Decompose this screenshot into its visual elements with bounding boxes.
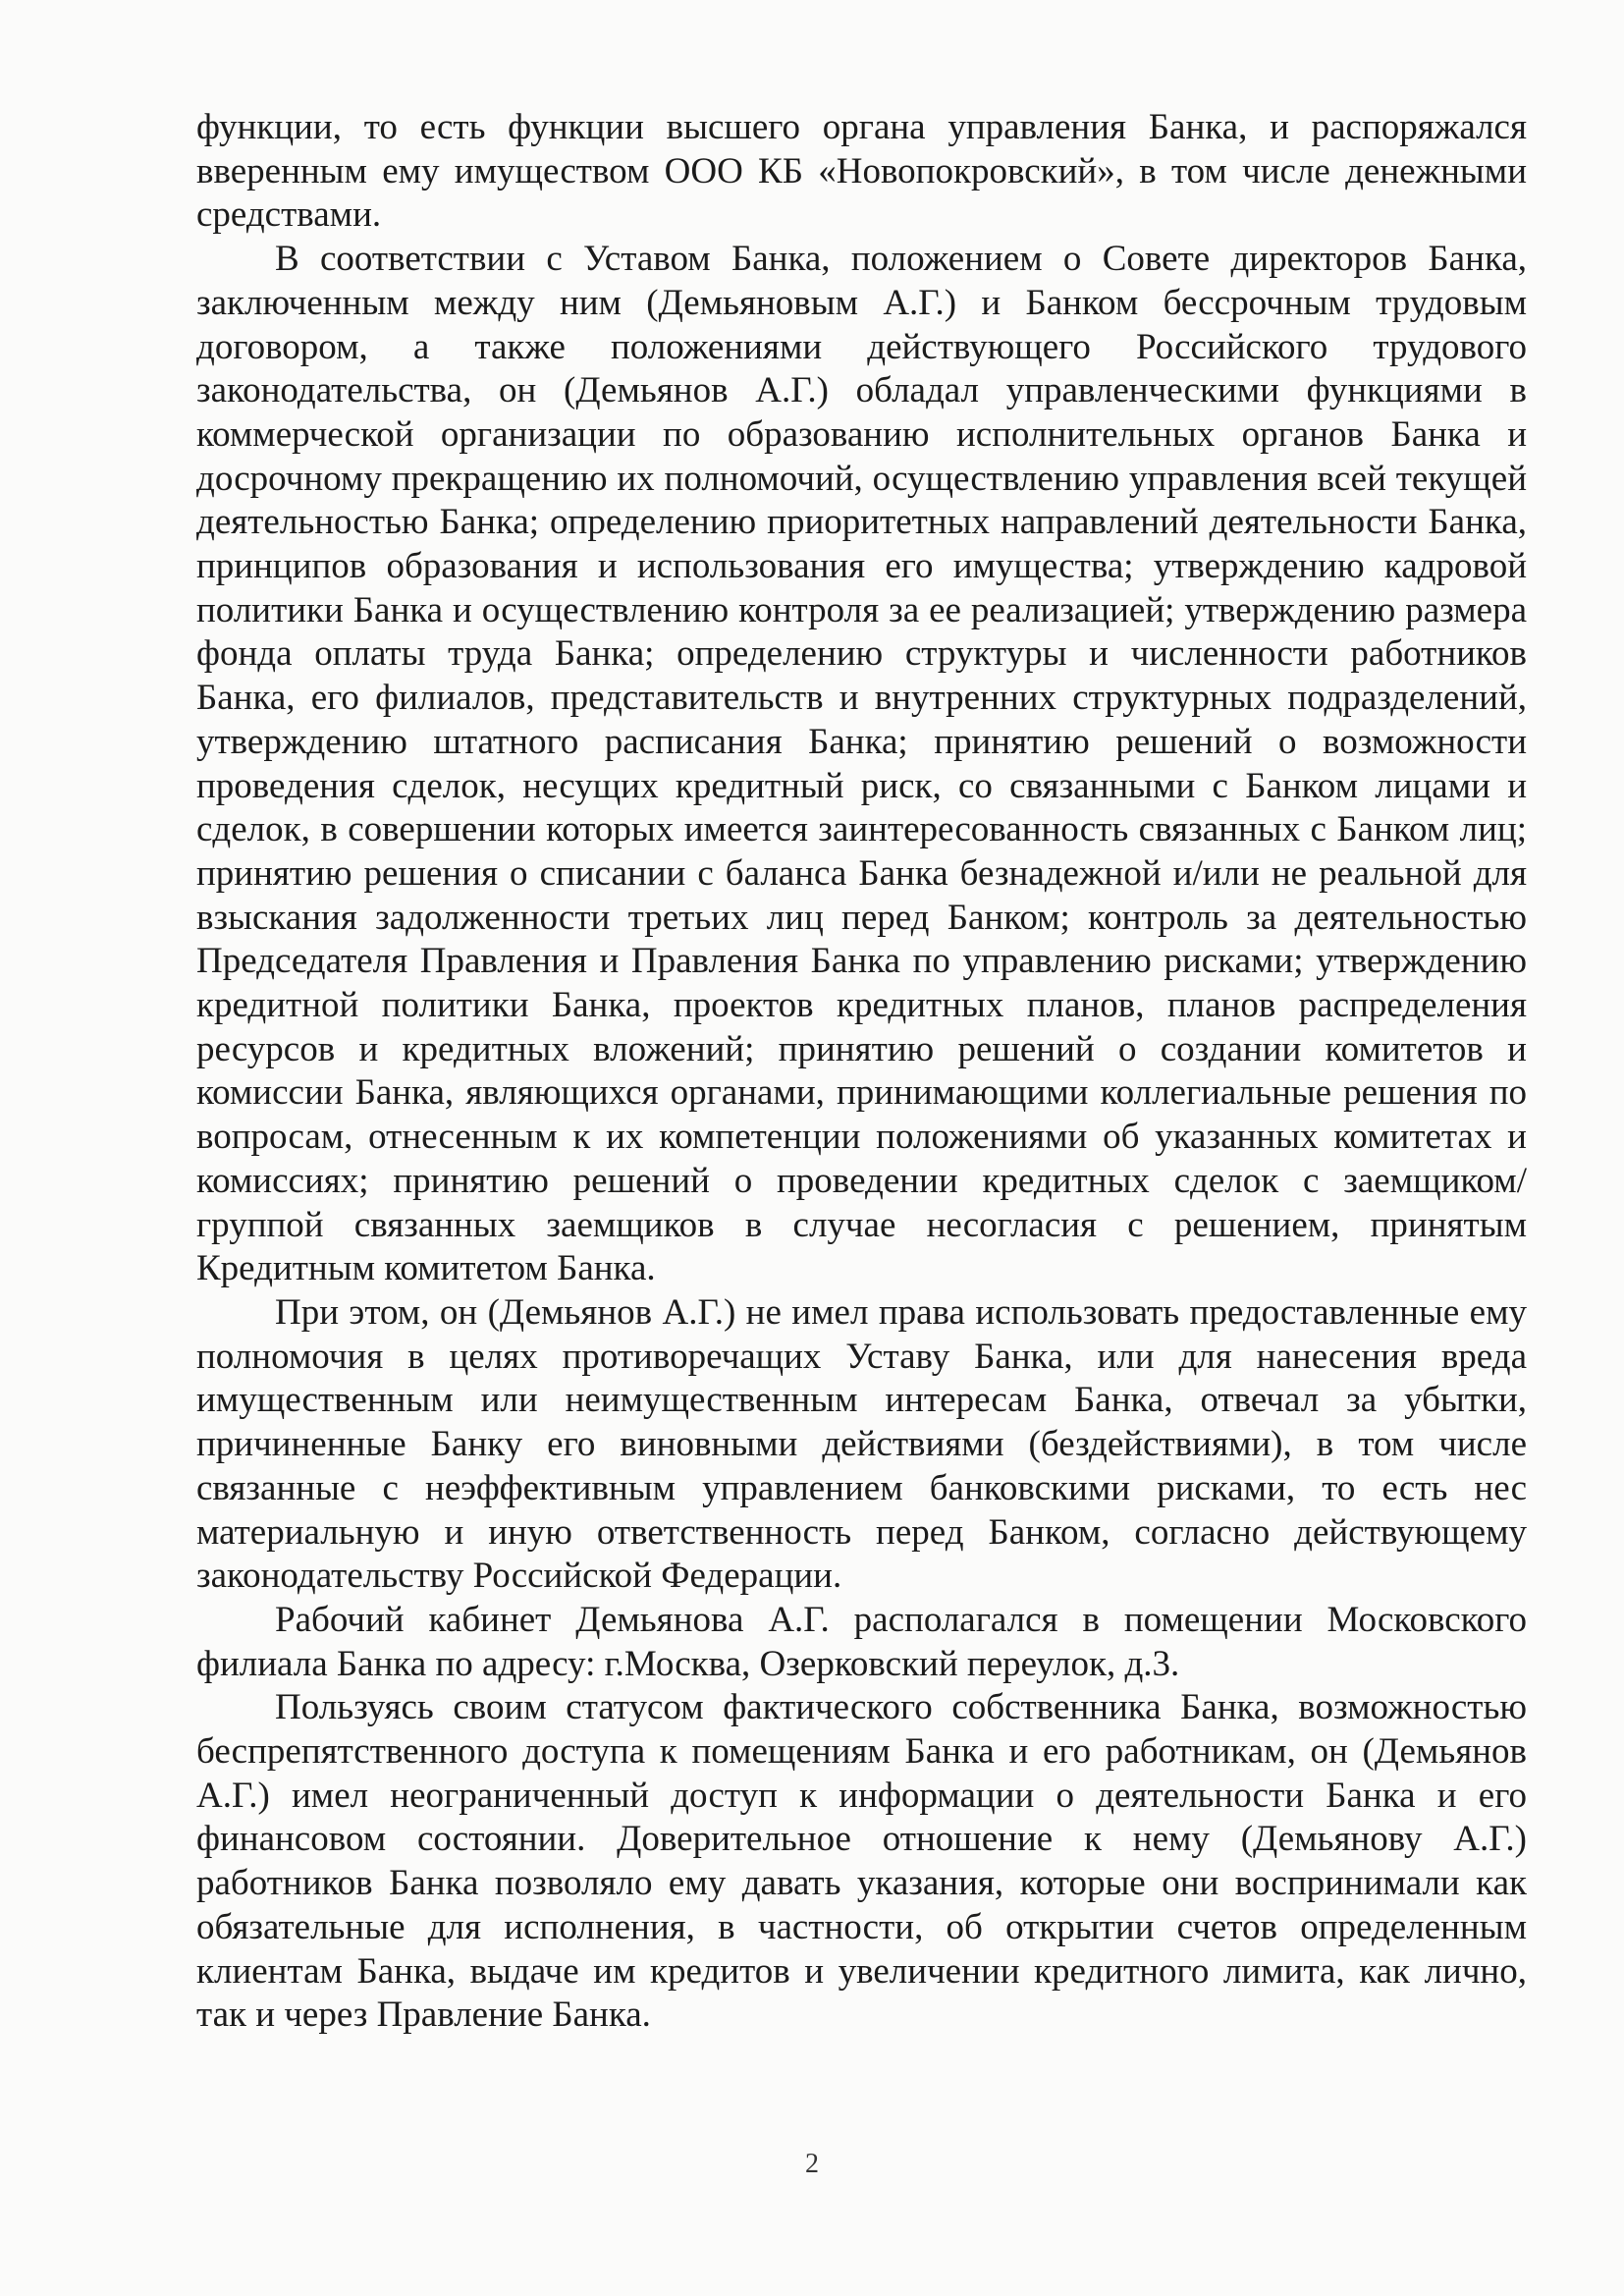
paragraph-access-status: Пользуясь своим статусом фактического собственника Банка, возможностью беспрепятственного доступа к помещениям Банка и его работникам, он (Демьянов А.Г.) имел неограниченный доступ к информации о деятельности Банка и его финансовом состоянии. Доверительное отношение к нему (Демьянову А.Г.) работников Банка позволяло ему давать указания, которые они воспринимали как обязательные для исполнения, в частности, об открытии счетов определенным клиентам Банка, выдаче им кредитов и увеличении кредитного лимита, как лично, так и через Правление Банка. [196,1687,1527,2036]
document-body [196,106,1527,2038]
paragraph-management-functions: В соответствии с Уставом Банка, положением о Совете директоров Банка, заключенным между ним (Демьяновым А.Г.) и Банком бессрочным трудовым договором, а также положениями действующего Российского трудового законодательства, он (Демьянов А.Г.) обладал управленческими функциями в коммерческой организации по образованию исполнительных органов Банка и досрочному прекращению их полномочий, осуществлению управления всей текущей деятельностью Банка; определению приоритетных направлений деятельности Банка, принципов образования и использования его имущества; утверждению кадровой политики Банка и осуществлению контроля за ее реализацией; утверждению размера фонда оплаты труда Банка; определению структуры и численности работников Банка, его филиалов, представительств и внутренних структурных подразделений, утверждению штатного расписания Банка; принятию решений о возможности проведения сделок, несущих кредитный риск, со связанными с Банком лицами и сделок, в совершении которых имеется заинтересованность связанных с Банком лиц; принятию решения о списании с баланса Банка безнадежной и/или не реальной для взыскания задолженности третьих лиц перед Банком; контроль за деятельностью Председателя Правления и Правления Банка по управлению рисками; утверждению кредитной политики Банка, проектов кредитных планов, планов распределения ресурсов и кредитных вложений; принятию решений о создании комитетов и комиссии Банка, являющихся органами, принимающими коллегиальные решения по вопросам, отнесенным к их компетенции положениями об указанных комитетах и комиссиях; принятию решений о проведении кредитных сделок с заемщиком/ группой связанных заемщиков в случае несогласия с решением, принятым Кредитным комитетом Банка. [196,239,1527,1289]
page-number: 2 [805,2149,819,2179]
paragraph-continuation: функции, то есть функции высшего органа управления Банка, и распоряжался вверенным ему имуществом ООО КБ «Новопокровский», в том числе денежными средствами. [196,107,1527,236]
paragraph-office-location: Рабочий кабинет Демьянова А.Г. располагался в помещении Московского филиала Банка по адресу: г.Москва, Озерковский переулок, д.3. [196,1599,1527,1684]
paragraph-restrictions: При этом, он (Демьянов А.Г.) не имел права использовать предоставленные ему полномочия в целях противоречащих Уставу Банка, или для нанесения вреда имущественным или неимущественным интересам Банка, отвечал за убытки, причиненные Банку его виновными действиями (бездействиями), в том числе связанные с неэффективным управлением банковскими рисками, то есть нес материальную и иную ответственность перед Банком, согласно действующему законодательству Российской Федерации. [196,1291,1527,1597]
